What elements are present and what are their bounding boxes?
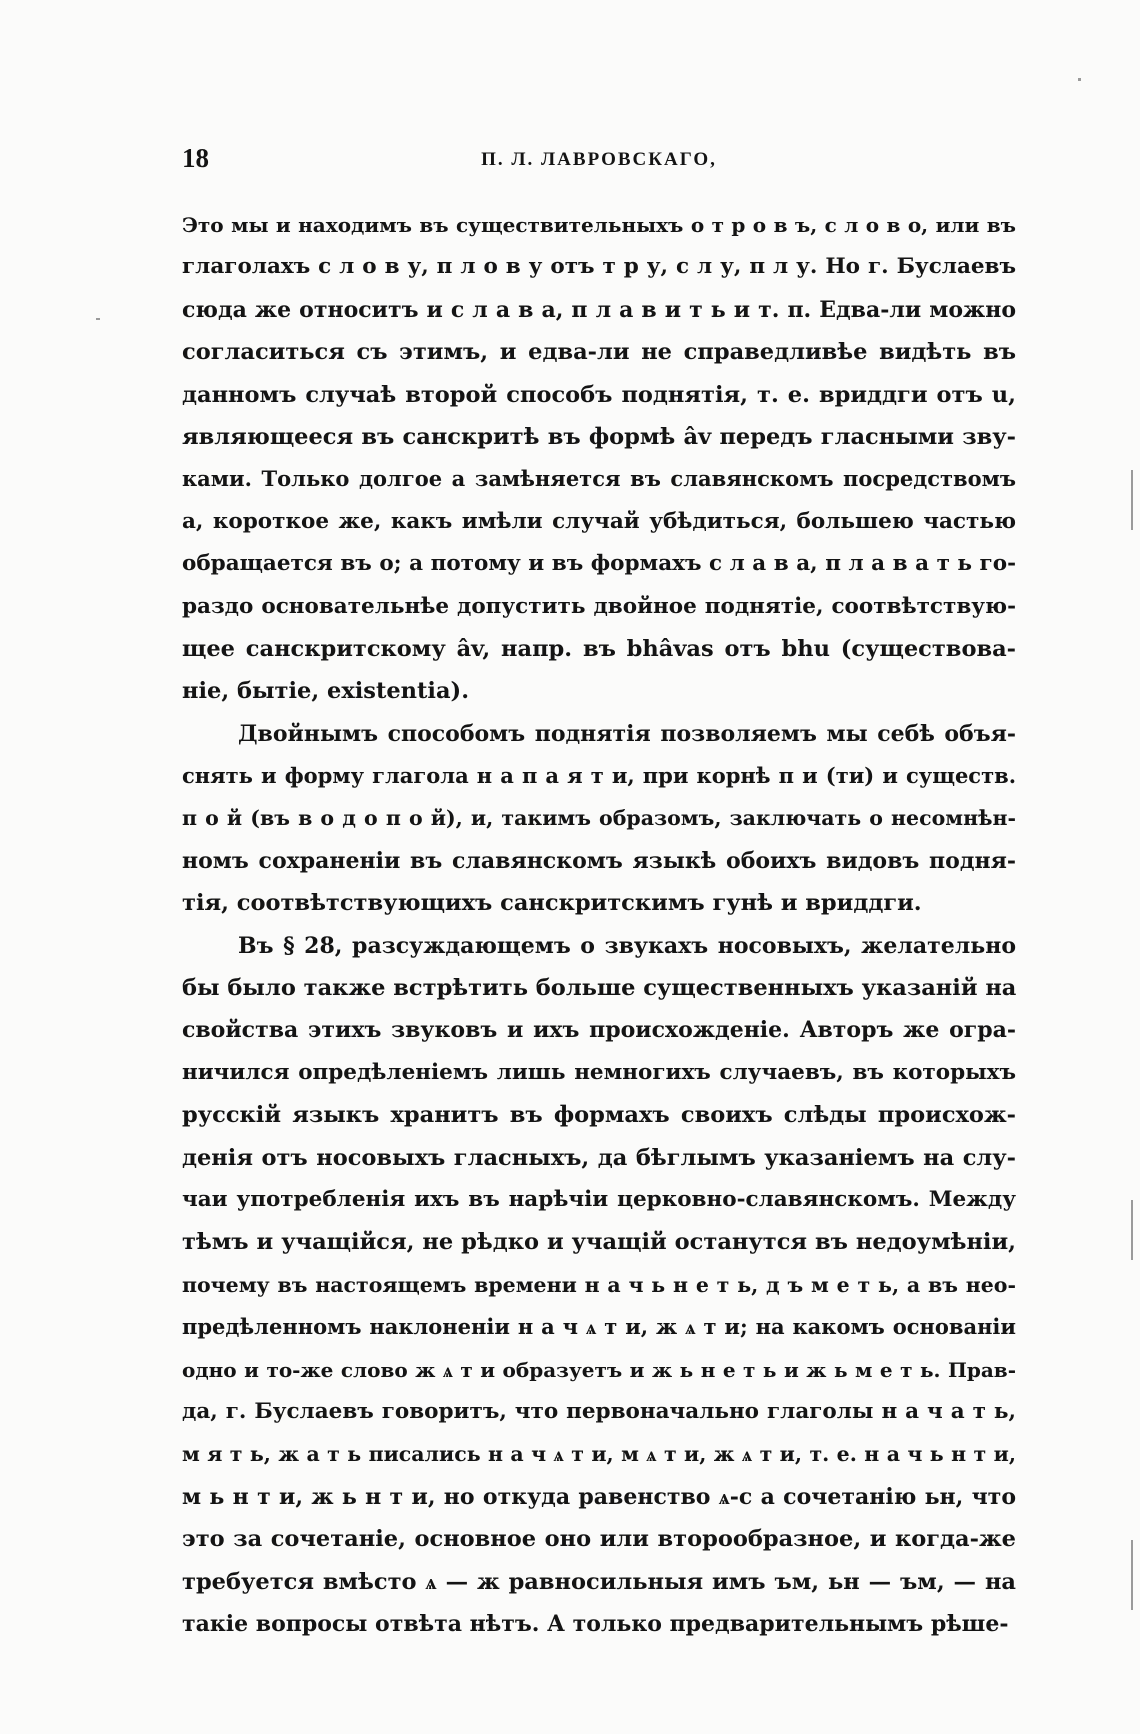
text-line: a, короткое же, какъ имѣли случай убѣдиться, большею частью [182,508,1016,534]
text-line: снять и форму глагола н а п а я т и, при корнѣ п и (ти) и существ. [182,763,1016,789]
margin-mark [1131,470,1133,530]
page-header [182,143,1016,183]
text-line: ничился опредѣленіемъ лишь немногихъ случаевъ, въ которыхъ [182,1059,1016,1085]
running-head: П. Л. ЛАВРОВСКАГО, [481,149,717,170]
text-line: тѣмъ и учащійся, не рѣдко и учащій останутся въ недоумѣніи, [182,1229,1016,1256]
margin-mark [1131,1540,1133,1610]
text-line: денія отъ носовыхъ гласныхъ, да бѣглымъ указаніемъ на слу- [182,1144,1016,1171]
text-line: русскій языкъ хранитъ въ формахъ своихъ слѣды происхож- [182,1102,1016,1129]
text-line: щее санскритскому âv, напр. въ bhâvas отъ bhu (существова- [182,635,1016,662]
margin-mark [1131,1200,1133,1260]
text-line: глаголахъ с л о в у, п л о в у отъ т р у, с л у, п л у. Но г. Буслаевъ [182,254,1016,280]
text-line: почему въ настоящемъ времени н а ч ь н е т ь, д ъ м е т ь, а въ нео- [182,1272,1016,1297]
text-line: данномъ случаѣ второй способъ поднятія, т. е. вриддги отъ u, [182,381,1016,408]
text-line: это за сочетаніе, основное оно или второобразное, и когда-же [182,1526,1016,1553]
text-line: согласиться съ этимъ, и едва-ли не справедливѣе видѣть въ [182,339,1016,366]
text-line: обращается въ o; а потому и въ формахъ с л а в а, п л а в а т ь го- [182,551,1016,577]
text-line: номъ сохраненіи въ славянскомъ языкѣ обоихъ видовъ подня- [182,847,1016,874]
text-line: ніе, бытіе, existentia). [182,678,470,705]
text-line: Двойнымъ способомъ поднятія позволяемъ мы себѣ объя- [238,720,1016,747]
paragraph [182,925,1016,1646]
text-line: п о й (въ в о д о п о й), и, такимъ образомъ, заключать о несомнѣн- [182,806,1016,831]
margin-mark [96,318,100,320]
text-line: сюда же относитъ и с л а в а, п л а в и т ь и т. п. Едва-ли можно [182,296,1016,323]
text-line: м ь н т и, ж ь н т и, но откуда равенство ѧ-с а сочетанію ьн, что [182,1483,1016,1510]
text-line: раздо основательнѣе допустить двойное поднятіе, соотвѣтствую- [182,593,1016,619]
margin-mark [1078,78,1081,81]
text-line: Въ § 28, разсуждающемъ о звукахъ носовыхъ, желательно [238,932,1016,959]
text-line: м я т ь, ж а т ь писались н а ч ѧ т и, м ѧ т и, ж ѧ т и, т. е. н а ч ь н т и, [182,1442,1016,1467]
text-line: одно и то-же слово ж ѧ т и образуетъ и ж ь н е т ь и ж ь м е т ь. Прав- [182,1357,1016,1382]
paragraph [182,204,1016,713]
text-line: являющееся въ санскритѣ въ формѣ âv передъ гласными зву- [182,423,1016,450]
text-line: Это мы и находимъ въ существительныхъ о т р о в ъ, с л о в о, или въ [182,213,1016,237]
text-line: такіе вопросы отвѣта нѣтъ. А только предварительнымъ рѣше- [182,1610,1009,1637]
body-text [182,204,1016,1645]
text-line: требуется вмѣсто ѧ — ж равносильныя имъ ъм, ьн — ъм, — на [182,1568,1016,1595]
page-number: 18 [182,143,209,173]
text-line: бы было также встрѣтить больше существенныхъ указаній на [182,975,1016,1002]
text-line: тія, соотвѣтствующихъ санскритскимъ гунѣ и вриддги. [182,890,922,917]
text-line: ками. Только долгое a замѣняется въ славянскомъ посредствомъ [182,466,1016,492]
text-line: чаи употребленія ихъ въ нарѣчіи церковно-славянскомъ. Между [182,1186,1016,1212]
text-line: да, г. Буслаевъ говоритъ, что первоначально глаголы н а ч а т ь, [182,1398,1016,1424]
text-line: свойства этихъ звуковъ и ихъ происхожденіе. Авторъ же огра- [182,1017,1016,1044]
text-line: предѣленномъ наклоненіи н а ч ѧ т и, ж ѧ т и; на какомъ основаніи [182,1314,1016,1340]
paragraph [182,713,1016,925]
